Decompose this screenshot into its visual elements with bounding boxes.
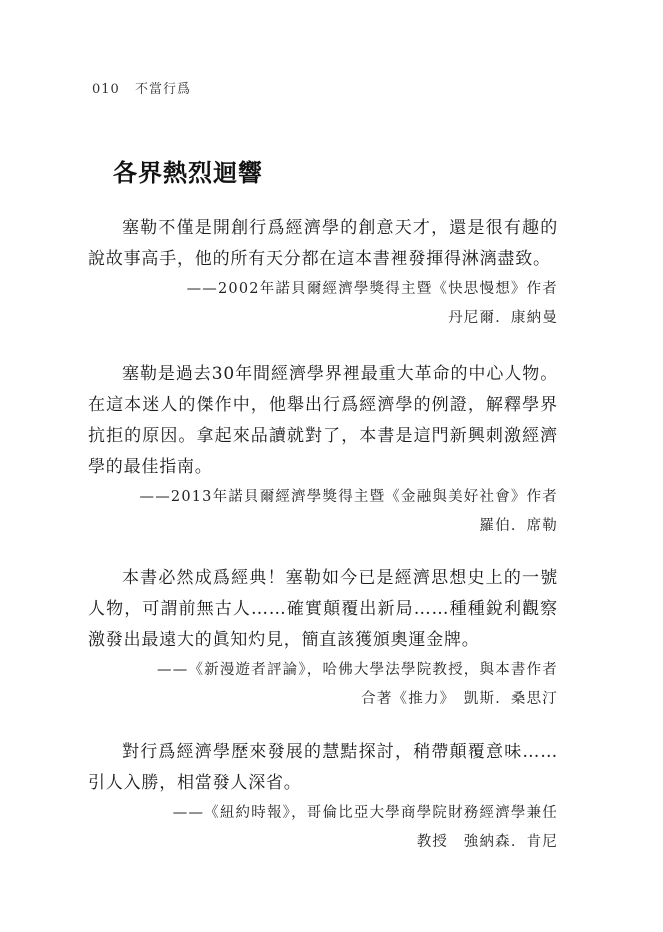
quote-attribution [88, 275, 558, 333]
quote-attribution [88, 656, 558, 714]
quote-block [88, 213, 558, 333]
attribution-name: 羅伯．席勒 [479, 518, 558, 534]
attribution-source: ——2002年諾貝爾經濟學獎得主暨《快思慢想》作者 [186, 281, 558, 297]
quote-block [88, 737, 558, 857]
quote-text: 塞勒是過去30年間經濟學界裡最重大革命的中心人物。在這本迷人的傑作中，他舉出行爲經濟學的例證，解釋學界抗拒的原因。拿起來品讀就對了，本書是這門新興刺激經濟學的最佳指南。 [88, 364, 558, 477]
quote-attribution [88, 799, 558, 857]
quote-text: 本書必然成爲經典！塞勒如今已是經濟思想史上的一號人物，可謂前無古人……確實顛覆出新局……種種銳利觀察激發出最遠大的眞知灼見，簡直該獲頒奧運金牌。 [88, 568, 558, 650]
attribution-name: 丹尼爾．康納曼 [448, 310, 558, 326]
attribution-source: ——《紐約時報》，哥倫比亞大學商學院財務經濟學兼任 [172, 805, 558, 821]
attribution-name: 合著《推力》 凱斯．桑思汀 [361, 691, 558, 707]
quote-block [88, 563, 558, 714]
section-title: 各界熱烈迴響 [113, 159, 263, 187]
quote-block [88, 359, 558, 541]
quote-text: 對行爲經濟學歷來發展的慧黠探討，稍帶顛覆意味……引人入勝，相當發人深省。 [88, 742, 558, 793]
quote-text: 塞勒不僅是開創行爲經濟學的創意天才，還是很有趣的說故事高手，他的所有天分都在這本書裡發揮得淋漓盡致。 [88, 218, 558, 269]
book-title: 不當行爲 [134, 82, 191, 97]
attribution-name: 教授 強納森．肯尼 [416, 834, 558, 850]
running-head [92, 78, 191, 97]
page-number: 010 [92, 82, 120, 97]
attribution-source: ——《新漫遊者評論》，哈佛大學法學院教授，與本書作者 [157, 662, 558, 678]
quote-attribution [88, 483, 558, 541]
attribution-source: ——2013年諾貝爾經濟學獎得主暨《金融與美好社會》作者 [139, 489, 558, 505]
